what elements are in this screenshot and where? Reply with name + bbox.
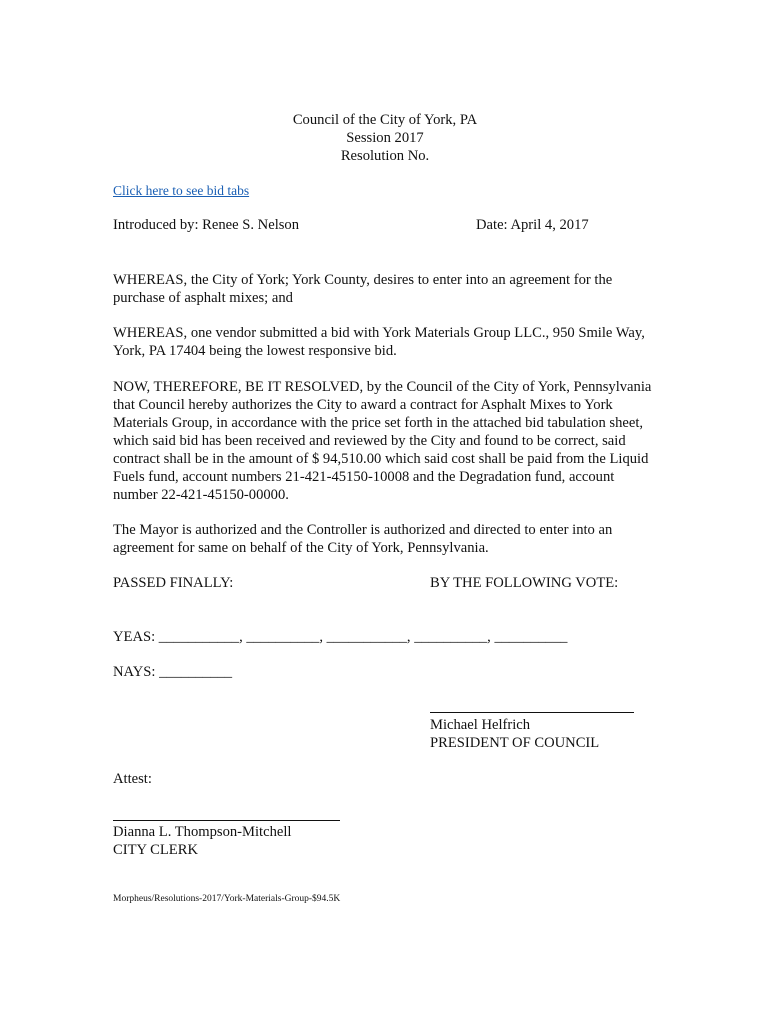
passed-finally-label: PASSED FINALLY: [113,575,234,591]
session-heading: Session 2017 [346,130,424,146]
clerk-name: Dianna L. Thompson-Mitchell [113,824,292,840]
introduced-by: Introduced by: Renee S. Nelson [113,217,300,233]
clerk-signature-line [113,820,340,821]
resolution-date: Date: April 4, 2017 [476,217,589,233]
president-signature-line [430,712,634,713]
whereas-paragraph-2: WHEREAS, one vendor submitted a bid with York Materials Group LLC., 950 Smile Way, York, PA 17404 being the lowest responsive bid. [113,325,645,359]
document-footer: Morpheus/Resolutions-2017/York-Materials-Group-$94.5K [113,894,341,904]
council-heading: Council of the City of York, PA [292,112,478,128]
resolved-paragraph: NOW, THEREFORE, BE IT RESOLVED, by the Council of the City of York, Pennsylvania that Council hereby authorizes the City to award a contract for Asphalt Mixes to York Materials Group, in accordance with the price set forth in the attached bid tabulation sheet, which said bid has been received and reviewed by the City and found to be correct, said contract shall be in the amount of $ 94,510.00 which said cost shall be paid from the Liquid Fuels fund, account numbers 21-421-45150-10008 and the Degradation fund, account number 22-421-45150-00000. [113,379,652,503]
attest-label: Attest: [113,771,152,787]
bid-tabs-link[interactable]: Click here to see bid tabs [113,183,250,198]
whereas-paragraph-1: WHEREAS, the City of York; York County, desires to enter into an agreement for the purchase of asphalt mixes; and [113,272,613,306]
clerk-title: CITY CLERK [113,842,198,858]
president-title: PRESIDENT OF COUNCIL [430,735,600,751]
yeas-line: YEAS: ___________, __________, ___________, __________, __________ [113,629,568,645]
president-name: Michael Helfrich [430,717,531,733]
following-vote-label: BY THE FOLLOWING VOTE: [430,575,619,591]
resolution-number: Resolution No. [340,148,430,164]
mayor-paragraph: The Mayor is authorized and the Controller is authorized and directed to enter into an agreement for same on behalf of the City of York, Pennsylvania. [113,522,613,556]
nays-line: NAYS: __________ [113,664,233,680]
